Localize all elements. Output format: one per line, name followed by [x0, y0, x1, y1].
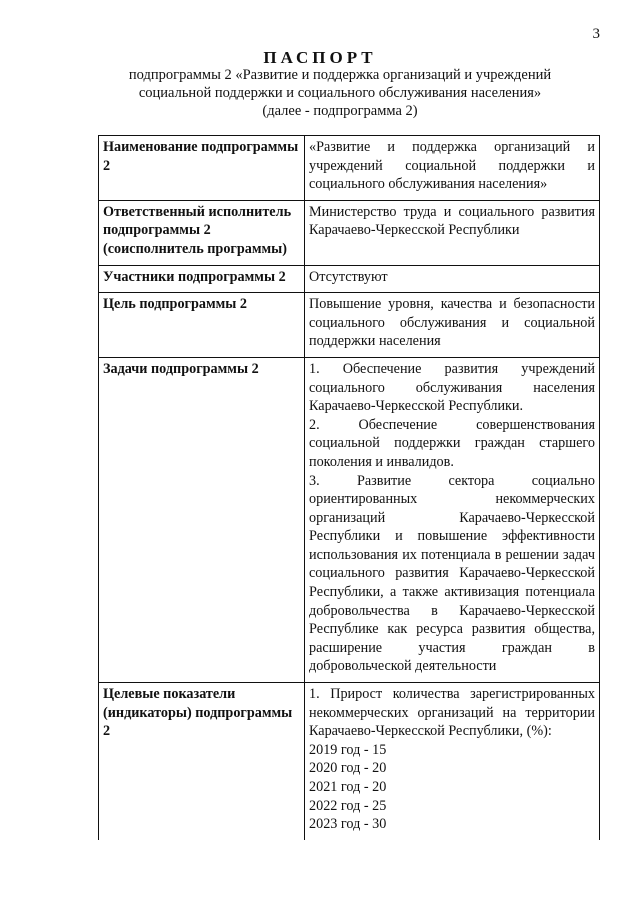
row-value — [305, 200, 600, 265]
value-line: 2021 год - 20 — [309, 779, 387, 795]
page-number: 3 — [592, 26, 600, 42]
row-value — [305, 265, 600, 293]
value-line: 2019 год - 15 — [309, 741, 387, 758]
table-row — [99, 200, 600, 265]
document-subtitle — [90, 66, 590, 120]
row-label: Ответственный исполнитель подпрограммы 2 (соисполнитель программы) — [99, 200, 305, 265]
value-line: Отсутствуют — [309, 268, 388, 285]
row-value — [305, 683, 600, 840]
value-line: 2022 год - 25 — [309, 797, 387, 814]
value-line: «Развитие и поддержка организаций и учреждений социальной поддержки и социального обслуживания населения» — [309, 139, 595, 193]
value-line: 2023 год - 30 — [309, 816, 387, 833]
document-title: ПАСПОРТ — [263, 48, 377, 67]
table-row — [99, 136, 600, 201]
table-row — [99, 683, 600, 840]
value-line: 2. Обеспечение совершенствования социальной поддержки граждан старшего поколения и инвалидов. — [309, 416, 595, 470]
value-line: Министерство труда и социального развития Карачаево-Черкесской Республики — [309, 203, 595, 239]
value-line: 2020 год - 20 — [309, 760, 387, 777]
row-label: Наименование подпрограммы 2 — [99, 136, 305, 201]
row-label: Участники подпрограммы 2 — [99, 265, 305, 293]
table-row — [99, 357, 600, 682]
row-value — [305, 293, 600, 358]
row-value — [305, 136, 600, 201]
subtitle-line: подпрограммы 2 «Развитие и поддержка организаций и учреждений — [128, 67, 552, 83]
subtitle-line: (далее - подпрограмма 2) — [262, 103, 418, 119]
value-line: 1. Обеспечение развития учреждений социального обслуживания населения Карачаево-Черкесской Республики. — [309, 360, 595, 415]
table-row — [99, 265, 600, 293]
passport-table — [98, 135, 600, 840]
value-line: 1. Прирост количества зарегистрированных некоммерческих организаций на территории Карачаево-Черкесской Республики, (%): — [309, 686, 595, 740]
subtitle-line: социальной поддержки и социального обслуживания населения» — [138, 85, 542, 101]
row-label: Задачи подпрограммы 2 — [99, 357, 305, 682]
value-line: 3. Развитие сектора социально ориентированных некоммерческих организаций Карачаево-Черкесской Республики и повышение эффективности использования их потенциала в решении задач социального развития Карачаево-Черкесской Республики, а также активизация потенциала добровольчества в Карачаево-Черкесской Республике как ресурса развития общества, расширение участия граждан в добровольческой деятельности — [309, 472, 595, 675]
table-row — [99, 293, 600, 358]
value-line: Повышение уровня, качества и безопасности социального обслуживания и социальной поддержки населения — [309, 296, 595, 350]
row-label: Цель подпрограммы 2 — [99, 293, 305, 358]
row-value — [305, 357, 600, 682]
row-label: Целевые показатели (индикаторы) подпрограммы 2 — [99, 683, 305, 840]
